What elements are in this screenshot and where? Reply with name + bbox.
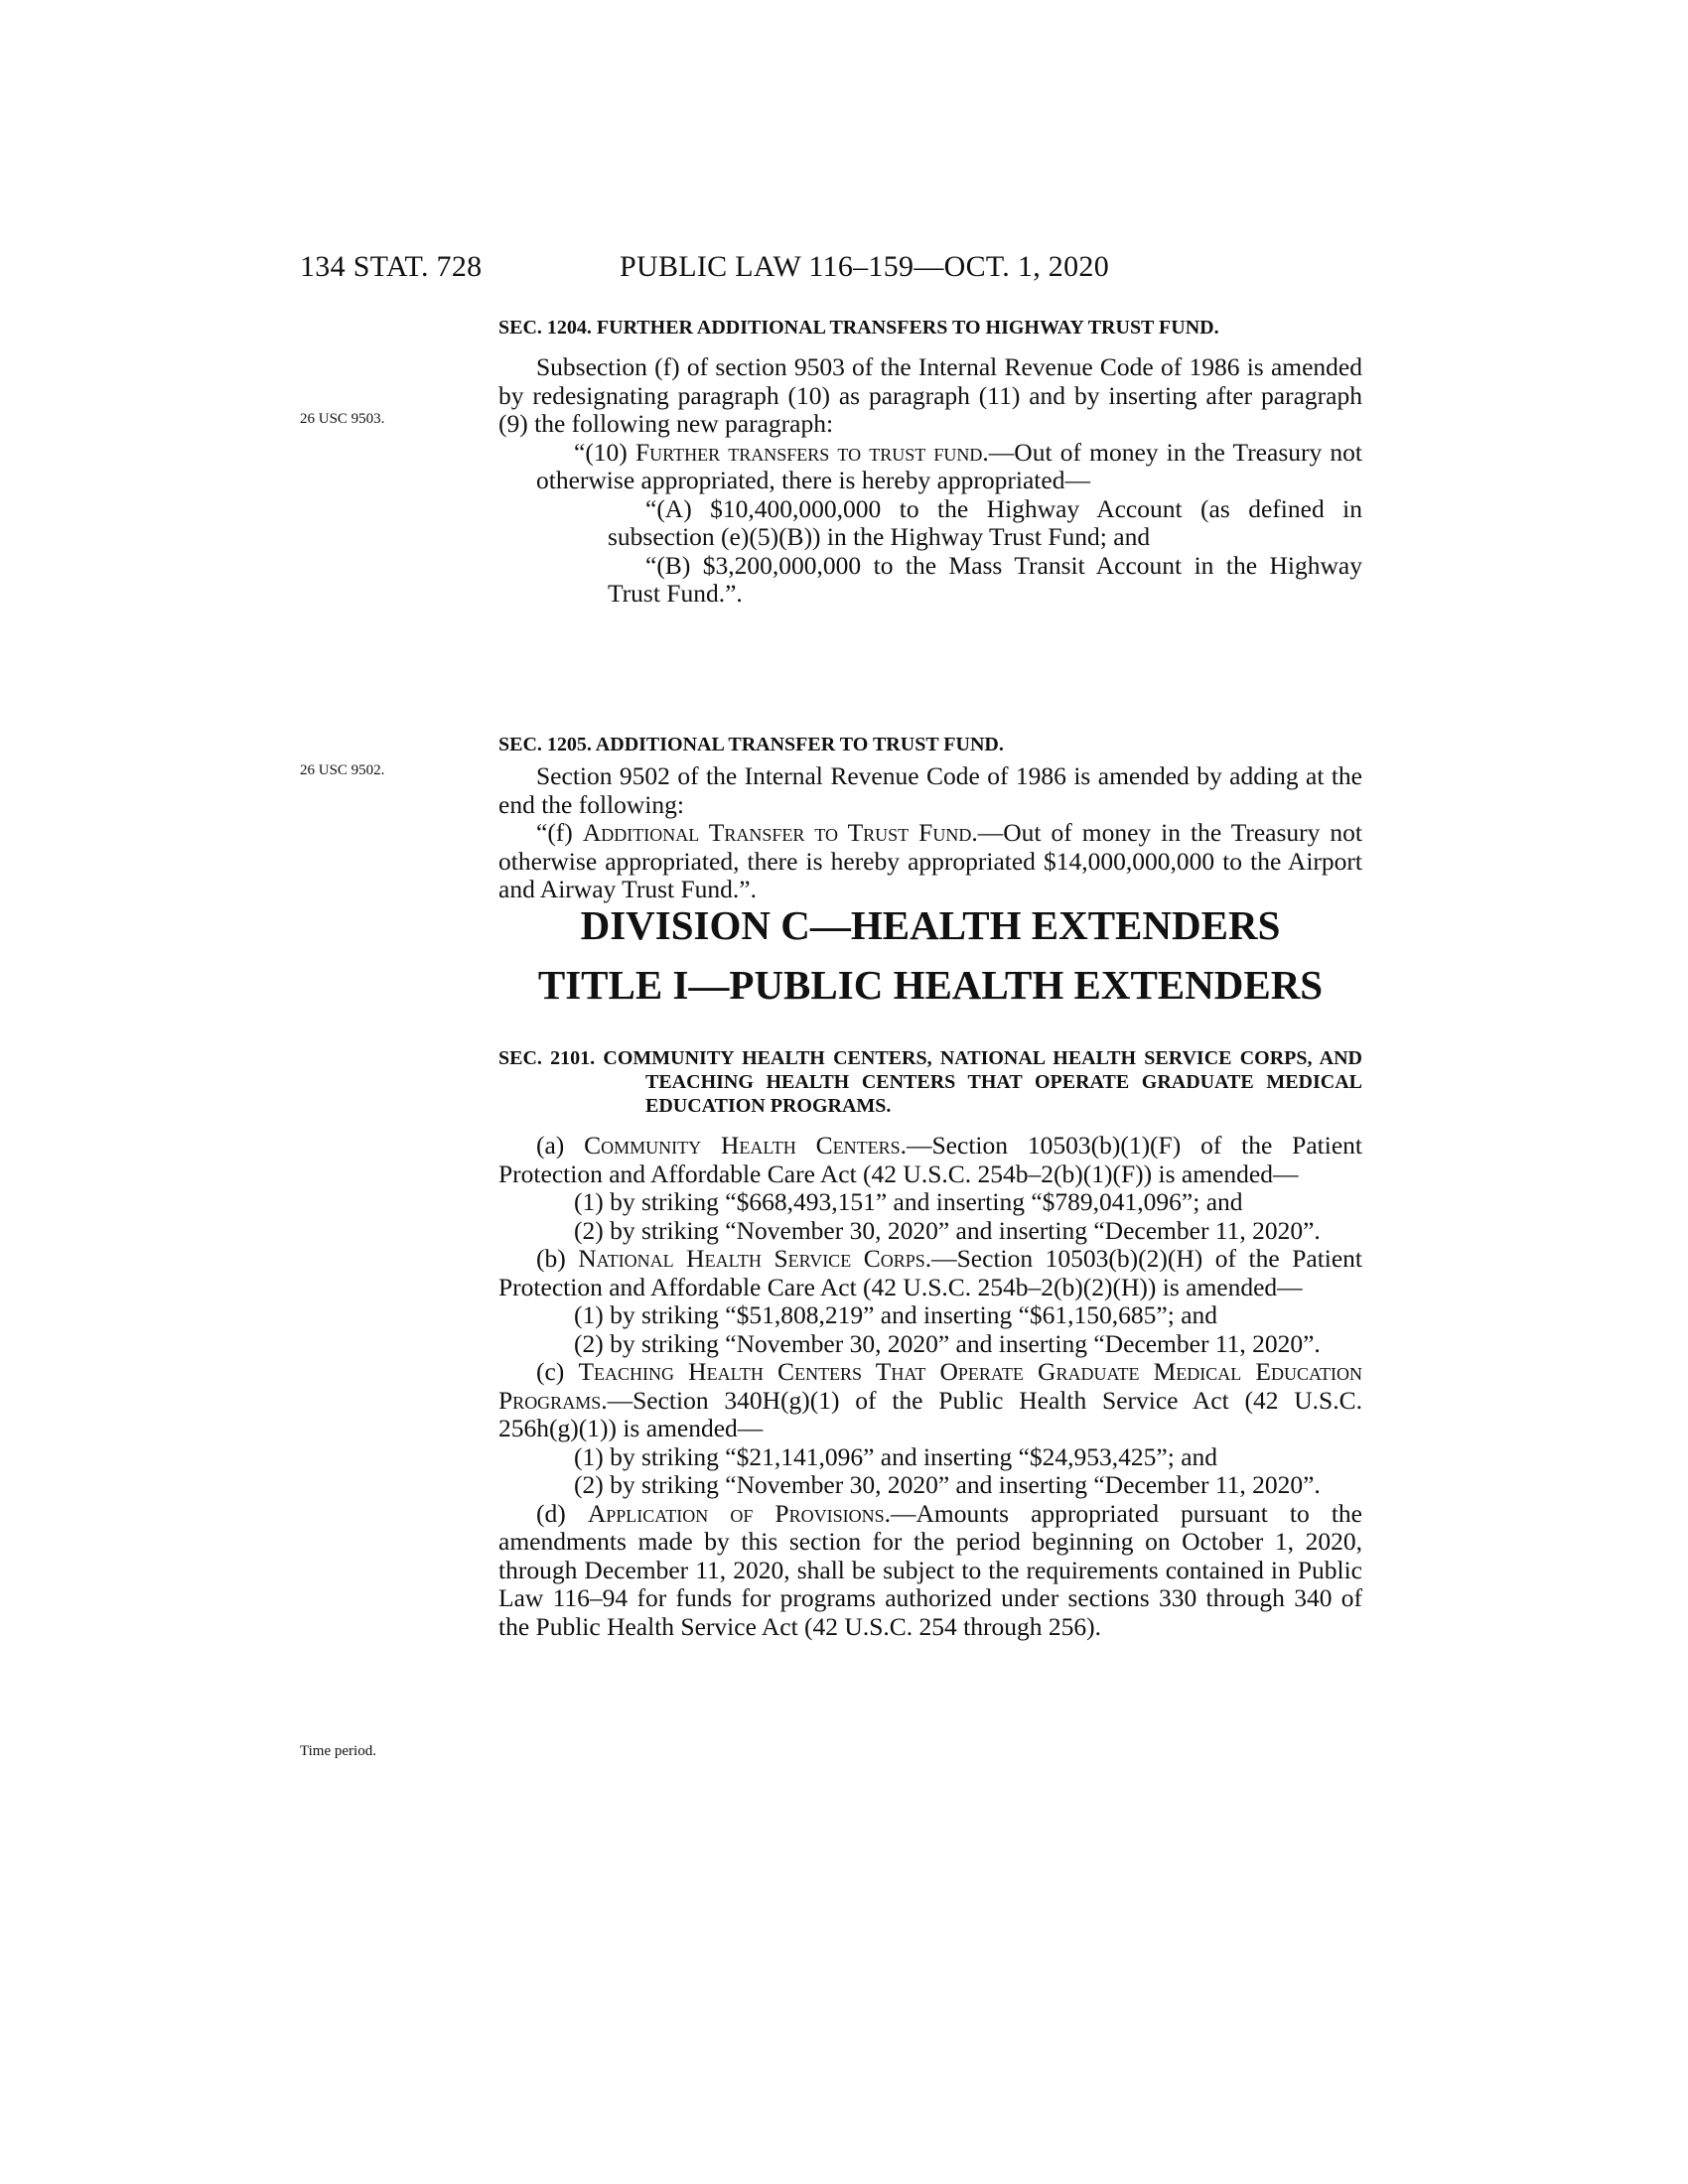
section-1204 xyxy=(498,316,1362,609)
paragraph-10-number: “(10) xyxy=(574,437,635,467)
subsection-b-heading: National Health Service Corps xyxy=(578,1244,925,1273)
subsection-a-paragraph-2: (2) by striking “November 30, 2020” and inserting “December 11, 2020”. xyxy=(574,1215,1321,1245)
subsection-b-paragraph-1: (1) by striking “$51,808,219” and inserting “$61,150,685”; and xyxy=(574,1300,1218,1329)
subsection-a-text: .—Section 10503(b)(1)(F) of the Patient Protection and Affordable Care Act (42 U.S.C. 254b–2(b)(1)(F)) is amended— xyxy=(498,1131,1362,1188)
page-stat-citation: 134 STAT. 728 xyxy=(300,250,483,283)
paragraph-10 xyxy=(536,439,1362,495)
section-1204-body: Subsection (f) of section 9503 of the Internal Revenue Code of 1986 is amended by redesignating paragraph (10) as paragraph (11) and by inserting after paragraph (9) the following new paragraph: xyxy=(498,352,1362,438)
subsection-d-text: .—Amounts appropriated pursuant to the amendments made by this section for the period beginning on October 1, 2020, through December 11, 2020, shall be subject to the requirements contained in Public Law 116–94 for funds for programs authorized under sections 330 through 340 of the Public Health Service Act (42 U.S.C. 254 through 256). xyxy=(498,1498,1363,1641)
subsection-a-paragraph-1: (1) by striking “$668,493,151” and inserting “$789,041,096”; and xyxy=(574,1187,1243,1216)
section-1205-body: Section 9502 of the Internal Revenue Code of 1986 is amended by adding at the end the following: xyxy=(498,761,1362,819)
subsection-c-paragraph-2: (2) by striking “November 30, 2020” and inserting “December 11, 2020”. xyxy=(574,1470,1321,1499)
subsection-f-text: .—Out of money in the Treasury not otherwise appropriated, there is hereby appropriated $14,000,000,000 to the Airport and Airway Trust Fund.”. xyxy=(498,818,1363,903)
subsection-c-paragraph-1: (1) by striking “$21,141,096” and inserting “$24,953,425”; and xyxy=(574,1441,1218,1471)
title-heading: TITLE I—PUBLIC HEALTH EXTENDERS xyxy=(537,962,1324,1008)
subsection-a-heading: Community Health Centers xyxy=(584,1131,901,1160)
subsection-b-paragraph-2: (2) by striking “November 30, 2020” and inserting “December 11, 2020”. xyxy=(574,1328,1321,1358)
section-1205 xyxy=(498,733,1362,904)
division-heading: DIVISION C—HEALTH EXTENDERS xyxy=(580,902,1281,948)
subsection-a-number: (a) xyxy=(536,1131,585,1160)
subsection-b-text: .—Section 10503(b)(2)(H) of the Patient Protection and Affordable Care Act (42 U.S.C. 254b–2(b)(2)(H)) is amended— xyxy=(498,1244,1363,1301)
margin-note-26usc9503: 26 USC 9503. xyxy=(300,411,385,427)
paragraph-10-block xyxy=(498,439,1362,495)
subparagraph-b: “(B) $3,200,000,000 to the Mass Transit Account in the Highway Trust Fund.”. xyxy=(608,550,1362,608)
subsection-c-paragraphs xyxy=(498,1443,1362,1500)
subsection-f xyxy=(498,819,1362,904)
subsection-a xyxy=(498,1132,1362,1188)
subsection-d xyxy=(498,1500,1362,1642)
paragraph-10-heading: Further transfers to trust fund xyxy=(634,437,983,467)
subsection-b xyxy=(498,1245,1362,1301)
subsection-c xyxy=(498,1358,1362,1443)
subsection-c-number: (c) xyxy=(536,1357,579,1386)
paragraph-10-text: .—Out of money in the Treasury not otherwise appropriated, there is hereby appropriated— xyxy=(536,437,1362,494)
subparagraph-a: “(A) $10,400,000,000 to the Highway Account (as defined in subsection (e)(5)(B)) in the Highway Trust Fund; and xyxy=(608,493,1362,551)
subsection-f-number: “(f) xyxy=(536,818,583,847)
subsection-a-paragraphs xyxy=(498,1188,1362,1245)
section-2101-heading: SEC. 2101. COMMUNITY HEALTH CENTERS, NATIONAL HEALTH SERVICE CORPS, AND TEACHING HEALTH CENTERS THAT OPERATE GRADUATE MEDICAL EDUCATION PROGRAMS. xyxy=(498,1047,1362,1117)
subsection-b-number: (b) xyxy=(536,1244,579,1273)
subparagraphs-block xyxy=(498,495,1362,609)
subsection-f-heading: Additional Transfer to Trust Fund xyxy=(582,818,972,847)
subsection-d-heading: Application of Provisions xyxy=(587,1498,885,1528)
subsection-b-paragraphs xyxy=(498,1301,1362,1358)
subsection-c-text: .—Section 340H(g)(1) of the Public Health Service Act (42 U.S.C. 256h(g)(1)) is amended— xyxy=(498,1385,1362,1442)
margin-note-26usc9502: 26 USC 9502. xyxy=(300,762,385,778)
subsection-d-number: (d) xyxy=(536,1498,588,1528)
section-1204-heading: SEC. 1204. FURTHER ADDITIONAL TRANSFERS TO HIGHWAY TRUST FUND. xyxy=(498,317,1219,339)
section-1205-heading: SEC. 1205. ADDITIONAL TRANSFER TO TRUST FUND. xyxy=(498,734,1004,755)
margin-note-time-period: Time period. xyxy=(300,1743,376,1759)
page-running-title: PUBLIC LAW 116–159—OCT. 1, 2020 xyxy=(620,250,1110,283)
subsection-c-heading: Teaching Health Centers That Operate Graduate Medical Education Programs xyxy=(498,1357,1362,1415)
section-2101 xyxy=(498,1046,1362,1641)
